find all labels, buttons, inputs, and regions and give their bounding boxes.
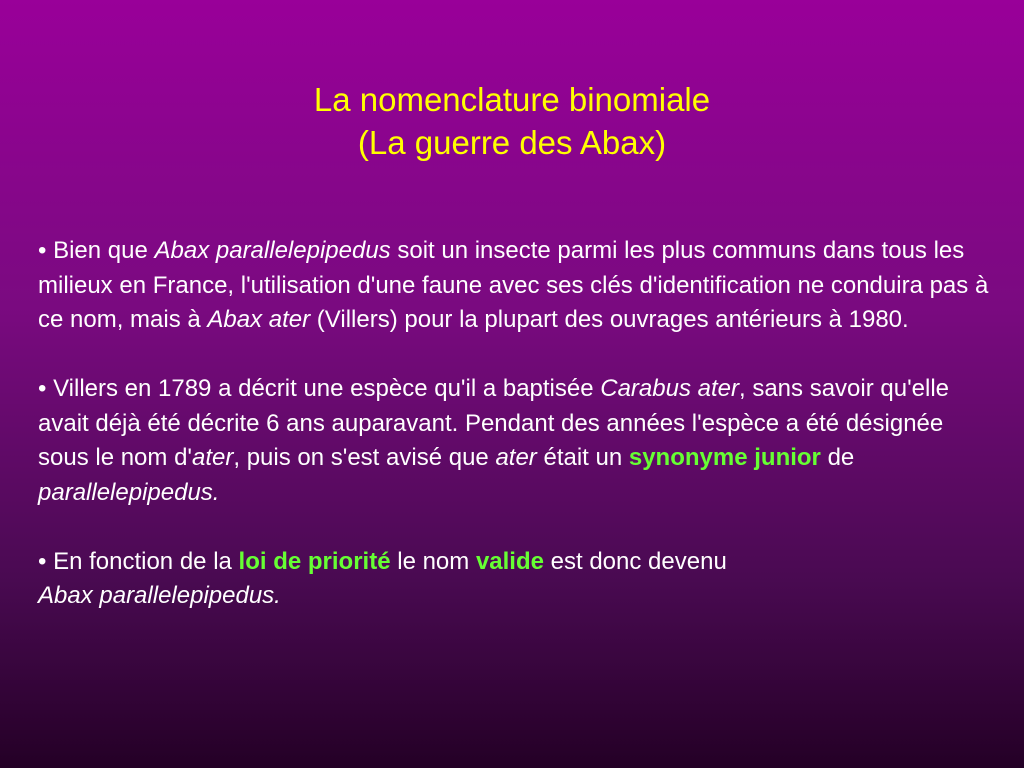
paragraph-gap bbox=[38, 338, 998, 373]
species-name: ater bbox=[495, 444, 537, 471]
text-run: soit un insecte parmi les plus communs dans tous les milieux en France, l'utilisation d'une faune avec ses clés d'identification ne conduira pas à ce nom, mais à bbox=[38, 237, 989, 333]
text-run: , puis on s'est avisé que bbox=[233, 444, 496, 471]
text-run: Bien que bbox=[46, 237, 155, 264]
species-name: Abax parallelepipedus bbox=[154, 237, 391, 264]
highlight-term: valide bbox=[475, 547, 544, 575]
bullet: • bbox=[38, 237, 47, 264]
text-run: est donc devenu bbox=[543, 547, 727, 575]
slide-body bbox=[38, 234, 998, 614]
bullet: • bbox=[38, 375, 47, 402]
text-run: (Villers) pour la plupart des ouvrages antérieurs à 1980. bbox=[310, 306, 909, 333]
slide-title-line-1: La nomenclature binomiale bbox=[313, 81, 711, 118]
text-run: , sans savoir qu'elle avait déjà été décrite 6 ans auparavant. Pendant des années l'espèce a été désignée sous le nom d' bbox=[38, 375, 950, 471]
species-name: Abax ater bbox=[207, 306, 311, 333]
species-name: ater bbox=[192, 444, 234, 471]
text-run: était un bbox=[536, 444, 629, 471]
paragraph-1 bbox=[38, 234, 998, 338]
text-run: Villers en 1789 a décrit une espèce qu'il a baptisée bbox=[46, 375, 601, 402]
highlight-term: loi de priorité bbox=[238, 547, 391, 575]
text-run: En fonction de la bbox=[46, 547, 239, 575]
text-run: de bbox=[820, 444, 855, 471]
paragraph-3 bbox=[38, 545, 998, 614]
species-name: parallelepipedus. bbox=[38, 478, 220, 506]
slide-title bbox=[0, 78, 1024, 164]
bullet: • bbox=[38, 547, 47, 575]
paragraph-2 bbox=[38, 372, 998, 510]
text-run: le nom bbox=[390, 547, 476, 575]
slide-title-line-2: (La guerre des Abax) bbox=[357, 124, 667, 161]
species-name: Carabus ater bbox=[600, 375, 739, 402]
highlight-term: synonyme junior bbox=[628, 444, 821, 471]
paragraph-gap bbox=[38, 510, 998, 545]
species-name: Abax parallelepipedus. bbox=[38, 582, 281, 609]
